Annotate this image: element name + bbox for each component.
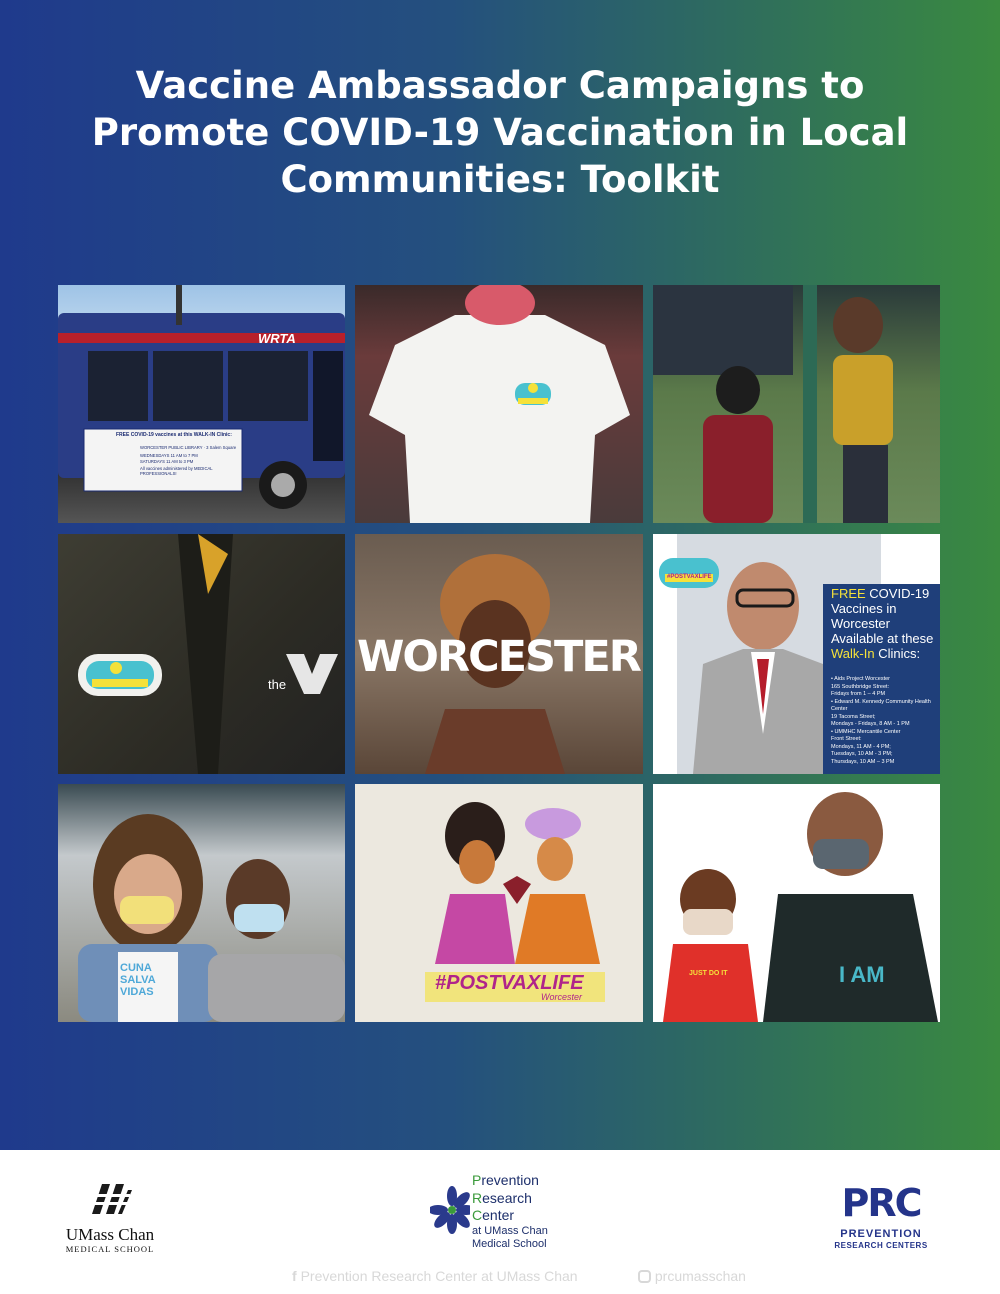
clinic-head-end: Clinics: — [878, 646, 921, 661]
prc-letter-c: C — [472, 1207, 483, 1223]
women-shirt-text: CUNA SALVA VIDAS — [120, 962, 156, 998]
father-son-photo — [653, 784, 940, 1022]
tshirt-photo — [355, 285, 643, 523]
clinic-sticker: #POSTVAXLIFE — [667, 574, 712, 580]
clinic-item: Mondays - Fridays, 8 AM - 1 PM — [831, 721, 910, 727]
ymca-jacket-photo — [58, 534, 345, 774]
worcester-word: WORCESTER — [357, 632, 640, 682]
clinic-item: Mondays, 11 AM - 4 PM; — [831, 743, 891, 750]
bus-ad-days1: WEDNESDAYS 11 AM to 7 PM — [140, 453, 198, 458]
clinic-item: Front Street: — [831, 736, 862, 742]
prc-text — [472, 1172, 548, 1251]
prc-l2: RESEARCH CENTERS — [834, 1241, 928, 1250]
clinic-poster-headline — [831, 586, 939, 661]
tote-sub: Worcester — [541, 992, 583, 1002]
fist-bump-photo — [653, 285, 940, 523]
bus-photo — [58, 285, 345, 523]
prc-line4: at UMass Chan — [472, 1224, 548, 1237]
umass-sub: MEDICAL SCHOOL — [65, 1244, 155, 1254]
prc-letter-p: P — [472, 1172, 482, 1188]
bus-brand: WRTA — [258, 331, 296, 346]
facebook-link[interactable] — [292, 1268, 578, 1284]
prc-mark: PRC — [841, 1181, 921, 1225]
clinic-list — [831, 676, 939, 766]
worcester-photo — [355, 534, 643, 774]
prc-umass-logo — [430, 1170, 570, 1250]
bus-ad-note: All vaccines administered by MEDICAL PROFESSIONALS! — [140, 466, 213, 476]
clinic-item: 165 Southbridge Street: — [831, 683, 890, 690]
prc-line5: Medical School — [472, 1237, 547, 1250]
prc-l1: PREVENTION — [840, 1228, 922, 1240]
clinic-head-rest: COVID-19 Vaccines in Worcester Available at these — [831, 586, 934, 646]
clinic-item: 19 Tacoma Street; — [831, 713, 876, 720]
umass-mark-icon — [88, 1180, 132, 1218]
bus-ad-days2: SATURDAYS 11 AM to 3 PM — [140, 459, 194, 464]
instagram-link[interactable] — [638, 1268, 746, 1284]
umass-name: UMass Chan — [65, 1225, 155, 1244]
umass-chan-logo — [60, 1180, 160, 1254]
clinic-item: Thursdays, 10 AM – 3 PM — [831, 758, 895, 765]
facebook-icon: f — [292, 1268, 297, 1284]
prc-line2: esearch — [482, 1189, 532, 1206]
tote-bag-photo — [355, 784, 643, 1022]
kid-shirt-text: JUST DO IT — [689, 970, 728, 977]
clinic-free: FREE — [831, 586, 866, 601]
bus-ad-location: WORCESTER PUBLIC LIBRARY · 3 Salem Square — [140, 445, 237, 450]
ymca-logo-text: the — [268, 677, 287, 692]
footer — [0, 1150, 1000, 1294]
bus-ad-headline: FREE COVID-19 vaccines at this WALK-IN Clinic: — [116, 432, 232, 438]
prc-letter-r: R — [472, 1189, 483, 1206]
clinic-poster-photo — [653, 534, 940, 774]
clinic-walkin: Walk-In — [831, 646, 875, 661]
two-women-photo — [58, 784, 345, 1022]
clinic-item: Tuesdays, 10 AM - 3 PM; — [831, 751, 893, 757]
clinic-item: • Aids Project Worcester — [831, 676, 890, 682]
prevention-research-centers-logo — [820, 1182, 942, 1252]
facebook-label: Prevention Research Center at UMass Chan — [300, 1268, 578, 1284]
page-title: Vaccine Ambassador Campaigns to Promote COVID-19 Vaccination in Local Communities: Toolkit — [91, 64, 909, 201]
tote-tag: #POSTVAXLIFE — [435, 972, 584, 994]
prc-line3: enter — [482, 1207, 515, 1223]
prc-line1: revention — [481, 1172, 539, 1188]
clinic-item: • UMMHC Mercantile Center — [831, 728, 901, 735]
prc-flower-icon — [430, 1170, 470, 1250]
instagram-icon — [638, 1270, 651, 1283]
instagram-label: prcumasschan — [654, 1268, 746, 1284]
clinic-item: Fridays from 1 – 4 PM — [831, 691, 886, 697]
clinic-item: • Edward M. Kennedy Community Health Center — [831, 698, 931, 712]
family-shirt-text: I AM — [839, 962, 885, 987]
